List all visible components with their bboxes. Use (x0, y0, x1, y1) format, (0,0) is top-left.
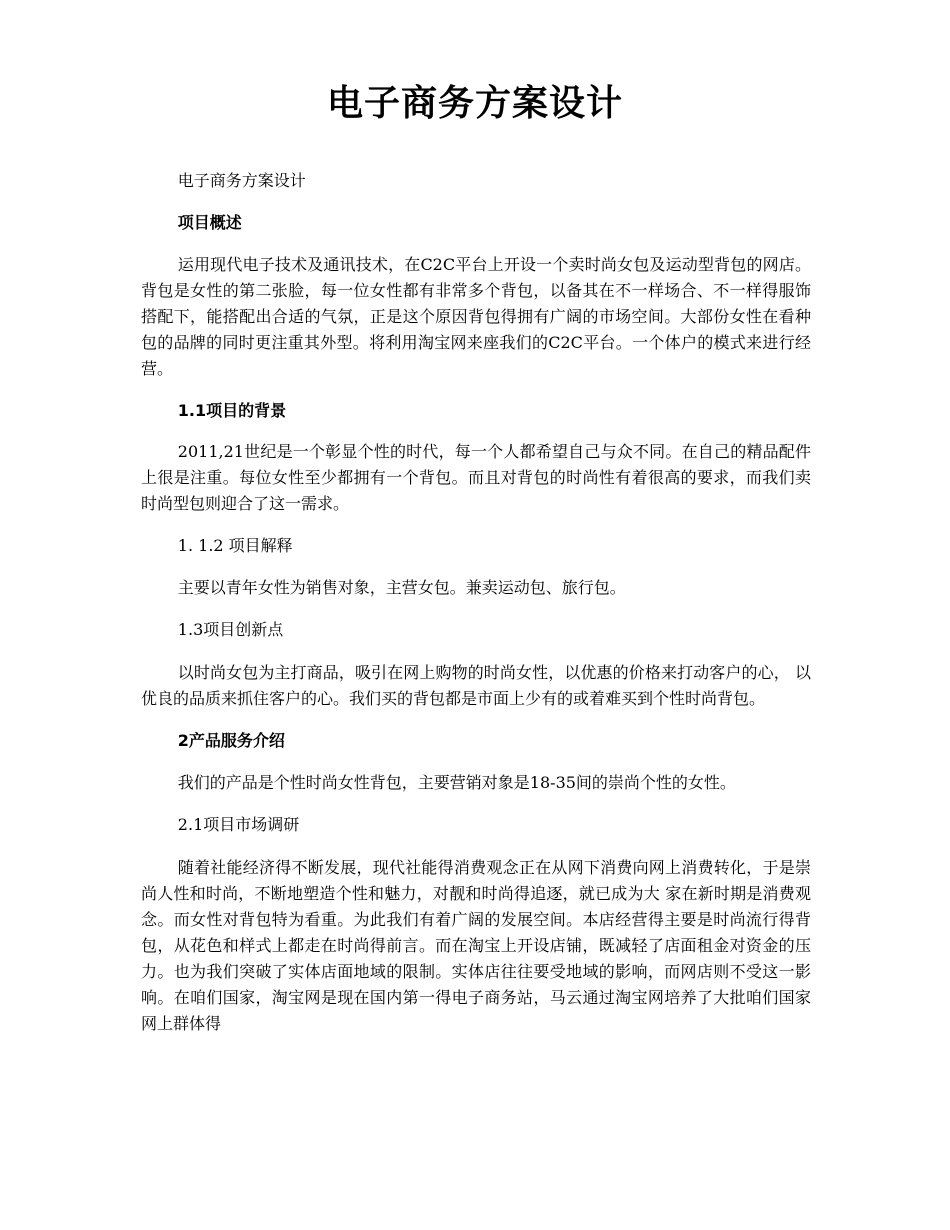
document-body (141, 168, 811, 1037)
overview-paragraph: 运用现代电子技术及通讯技术，在C2C平台上开设一个卖时尚女包及运动型背包的网店。背包是女性的第二张脸，每一位女性都有非常多个背包，以备其在不一样场合、不一样得服饰搭配下，能搭配出合适的气氛，正是这个原因背包得拥有广阔的市场空间。大部份女性在看种包的品牌的同时更注重其外型。将利用淘宝网来座我们的C2C平台。一个体户的模式来进行经营。 (141, 255, 811, 378)
section-heading-explain: 1. 1.2 项目解释 (177, 536, 293, 555)
background-paragraph: 2011,21世纪是一个彰显个性的时代，每一个人都希望自己与众不同。在自己的精品配件上很是注重。每位女性至少都拥有一个背包。而且对背包的时尚性有着很高的要求，而我们卖时尚型包则迎合了这一需求。 (141, 442, 811, 513)
page-title: 电子商务方案设计 (326, 83, 623, 124)
section-heading-innovation: 1.3项目创新点 (177, 620, 284, 639)
section-heading-market-research: 2.1项目市场调研 (177, 815, 300, 834)
section-heading-overview: 项目概述 (177, 213, 242, 232)
product-paragraph: 我们的产品是个性时尚女性背包，主要营销对象是18-35间的崇尚个性的女性。 (177, 773, 736, 792)
market-research-paragraph: 随着社能经济得不断发展，现代社能得消费观念正在从网下消费向网上消费转化，于是崇尚人性和时尚，不断地塑造个性和魅力，对靓和时尚得追逐，就已成为大 家在新时期是消费观念。而女性对背包特为看重。为此我们有着广阔的发展空间。本店经营得主要是时尚流行得背包，从花色和样式上都走在时尚得前言。而在淘宝上开设店铺，既减轻了店面租金对资金的压力。也为我们突破了实体店面地域的限制。实体店往往要受地域的影响，而网店则不受这一影响。在咱们国家，淘宝网是现在国内第一得电子商务站，马云通过淘宝网培养了大批咱们国家网上群体得 (141, 858, 811, 1033)
section-heading-product: 2产品服务介绍 (177, 731, 285, 750)
section-heading-background: 1.1项目的背景 (177, 401, 287, 420)
subtitle-paragraph: 电子商务方案设计 (177, 171, 306, 190)
explain-paragraph: 主要以青年女性为销售对象，主营女包。兼卖运动包、旅行包。 (177, 578, 626, 597)
innovation-paragraph: 以时尚女包为主打商品，吸引在网上购物的时尚女性，以优惠的价格来打动客户的心， 以优良的品质来抓住客户的心。我们买的背包都是市面上少有的或着难买到个性时尚背包。 (141, 663, 811, 708)
